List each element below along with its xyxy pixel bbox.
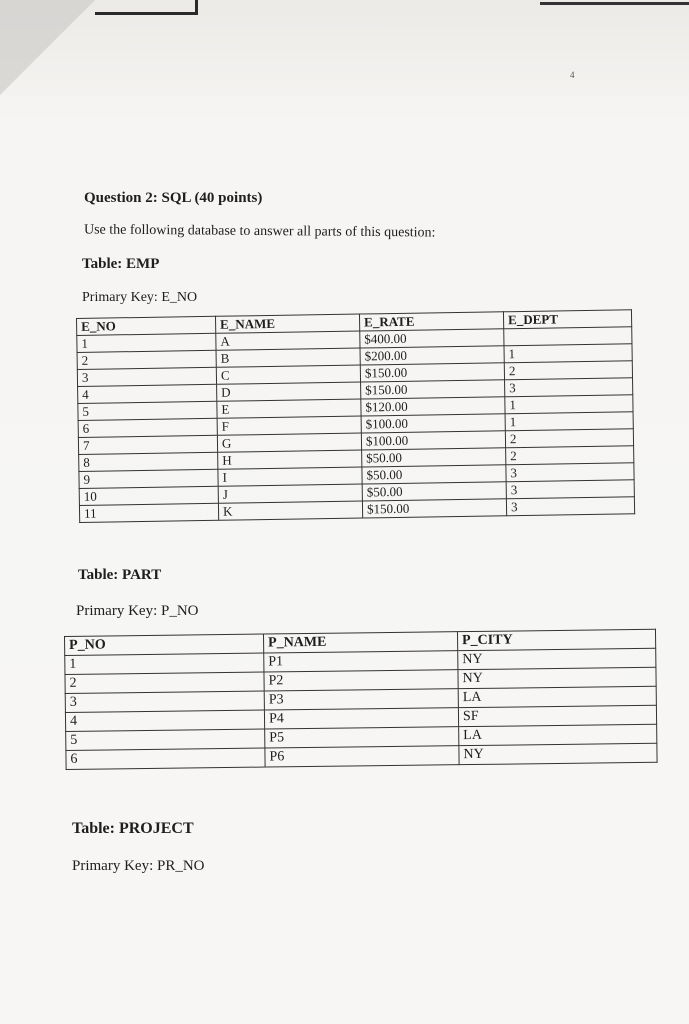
staple-mark [95,0,198,15]
part-table-title: Table: PART [78,567,162,583]
emp-cell: 9 [79,469,218,488]
part-cell: 3 [65,691,264,712]
question-title: Question 2: SQL (40 points) [84,190,263,206]
part-cell: LA [458,686,656,707]
project-table-title: Table: PROJECT [72,820,194,837]
emp-cell: $50.00 [362,448,506,467]
emp-cell: F [217,416,361,435]
emp-cell: $120.00 [361,397,505,416]
emp-cell: H [218,450,362,469]
emp-cell: 1 [505,395,633,414]
emp-cell: I [218,467,362,486]
part-primary-key: Primary Key: P_NO [76,603,199,619]
emp-cell: 8 [79,452,218,471]
emp-cell: 3 [505,378,633,397]
part-cell: NY [458,648,656,669]
part-cell: 2 [65,672,264,693]
emp-cell: 2 [504,361,632,380]
emp-cell: 6 [78,418,217,437]
emp-cell: 1 [505,412,633,431]
part-cell: P6 [265,746,459,767]
emp-cell: 1 [504,344,632,363]
emp-cell: 11 [79,503,218,522]
emp-cell: 5 [78,401,217,420]
emp-cell: $50.00 [362,482,506,501]
emp-cell: 3 [506,463,634,482]
part-cell: P4 [264,708,458,729]
emp-cell: B [216,348,360,367]
page-number: 4 [570,70,575,80]
part-cell: NY [459,743,657,764]
emp-cell: $50.00 [362,465,506,484]
emp-primary-key: Primary Key: E_NO [82,290,198,305]
emp-header-cell: E_NAME [215,314,359,333]
emp-cell: $150.00 [360,363,504,382]
emp-cell: G [217,433,361,452]
part-cell: 4 [65,710,264,731]
emp-cell: $100.00 [361,431,505,450]
emp-header-cell: E_RATE [359,312,503,331]
part-header-cell: P_NO [65,634,264,655]
emp-cell: $150.00 [361,380,505,399]
emp-header-cell: E_NO [77,316,216,335]
project-primary-key: Primary Key: PR_NO [72,858,205,874]
top-edge-line [540,2,689,5]
part-cell: P2 [264,670,458,691]
emp-cell: 2 [506,446,634,465]
part-cell: 1 [65,653,264,674]
emp-cell [504,327,632,346]
part-cell: P1 [264,651,458,672]
emp-header-cell: E_DEPT [503,310,631,329]
emp-cell: D [217,382,361,401]
emp-cell: 3 [506,480,634,499]
part-cell: 5 [66,729,265,750]
emp-cell: 10 [79,486,218,505]
part-table [64,629,658,770]
emp-cell: 7 [78,435,217,454]
emp-cell: A [216,331,360,350]
folded-corner [0,0,95,95]
emp-cell: 2 [505,429,633,448]
emp-cell: $100.00 [361,414,505,433]
part-header-cell: P_CITY [457,629,655,650]
part-cell: NY [458,667,656,688]
emp-cell: E [217,399,361,418]
part-cell: P3 [264,689,458,710]
emp-cell: J [218,484,362,503]
emp-cell: 3 [506,497,634,516]
emp-table-title: Table: EMP [82,256,160,272]
part-cell: SF [458,705,656,726]
emp-table [76,309,635,523]
emp-cell: $150.00 [362,499,506,518]
emp-cell: K [218,501,362,520]
part-cell: 6 [66,748,265,769]
emp-cell: C [216,365,360,384]
emp-cell: $200.00 [360,346,504,365]
emp-cell: 2 [77,350,216,369]
instruction-text: Use the following database to answer all parts of this question: [83,222,436,241]
emp-cell: 3 [77,367,216,386]
part-header-cell: P_NAME [263,632,457,653]
part-cell: P5 [265,727,459,748]
emp-cell: $400.00 [360,329,504,348]
emp-cell: 1 [77,333,216,352]
part-cell: LA [459,724,657,745]
emp-cell: 4 [78,384,217,403]
